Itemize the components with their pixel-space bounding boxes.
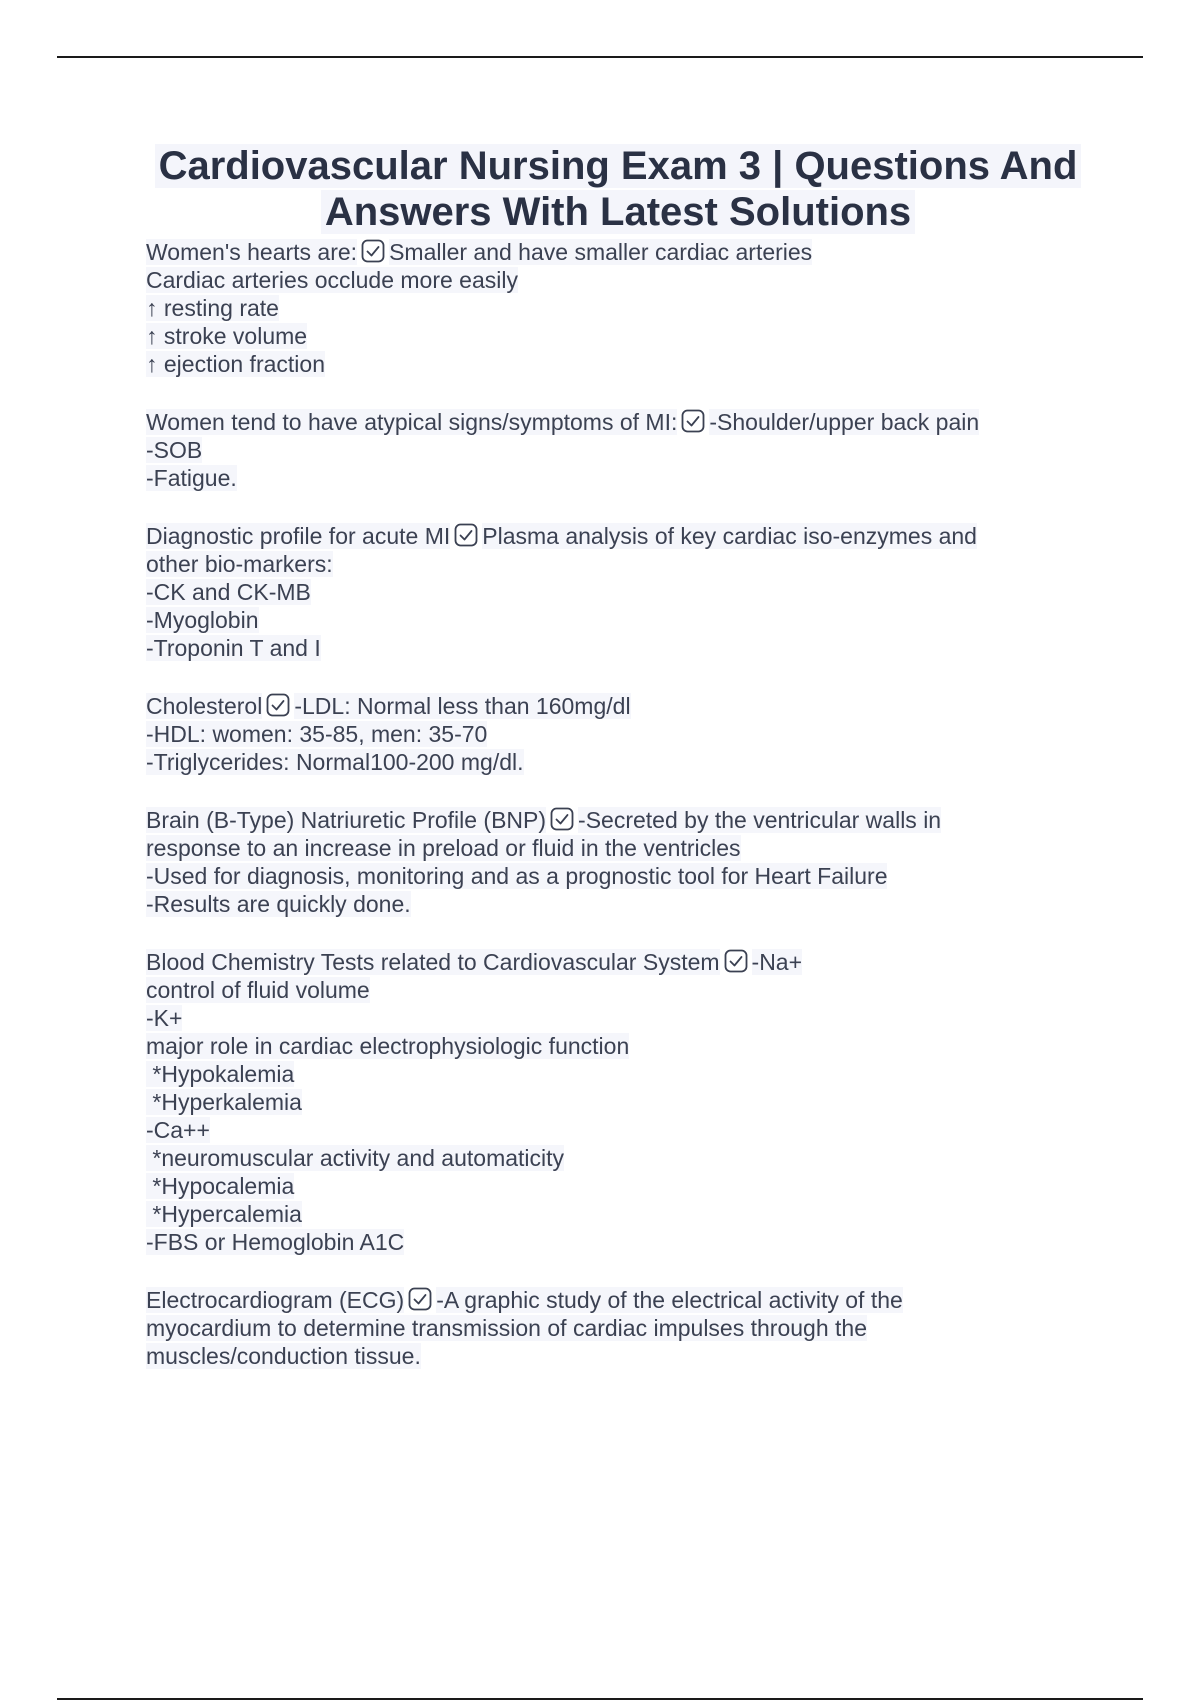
answer-line: [146, 1144, 1086, 1172]
answer-text: major role in cardiac electrophysiologic function: [146, 1033, 630, 1059]
qa-first-line: [146, 692, 1086, 720]
answer-text: *Hyperkalemia: [146, 1089, 302, 1115]
answer-text: ↑ resting rate: [146, 295, 279, 321]
question-text: Blood Chemistry Tests related to Cardiovascular System: [146, 949, 720, 975]
qa-first-line: [146, 408, 1086, 436]
qa-list: [146, 238, 1086, 1400]
checkbox-checked-icon: [550, 807, 574, 831]
answer-text: Smaller and have smaller cardiac arteries: [389, 239, 813, 265]
qa-first-line: [146, 238, 1086, 266]
answer-text: *neuromuscular activity and automaticity: [146, 1145, 565, 1171]
answer-line: [146, 578, 1086, 606]
answer-line: [146, 720, 1086, 748]
qa-item: [146, 1286, 1086, 1370]
answer-text: response to an increase in preload or fluid in the ventricles: [146, 835, 741, 861]
qa-first-line: [146, 1286, 1086, 1314]
answer-line: [146, 1342, 1086, 1370]
answer-line: [146, 464, 1086, 492]
answer-line: [146, 350, 1086, 378]
answer-line: [146, 1032, 1086, 1060]
checkbox-checked-icon: [454, 523, 478, 547]
checkbox-checked-icon: [681, 409, 705, 433]
answer-text: -Troponin T and I: [146, 635, 321, 661]
checkbox-checked-icon: [408, 1287, 432, 1311]
answer-text: -Results are quickly done.: [146, 891, 411, 917]
answer-text: -Myoglobin: [146, 607, 259, 633]
qa-item: [146, 522, 1086, 662]
answer-line: [146, 834, 1086, 862]
title-line-2: Answers With Latest Solutions: [321, 190, 915, 234]
answer-line: [146, 634, 1086, 662]
answer-line: [146, 976, 1086, 1004]
answer-line: [146, 322, 1086, 350]
answer-text: -FBS or Hemoglobin A1C: [146, 1229, 405, 1255]
answer-line: [146, 748, 1086, 776]
answer-line: [146, 1228, 1086, 1256]
answer-text: ↑ ejection fraction: [146, 351, 325, 377]
question-text: Women tend to have atypical signs/symptoms of MI:: [146, 409, 678, 435]
qa-item: [146, 408, 1086, 492]
answer-line: [146, 1116, 1086, 1144]
answer-text: -Shoulder/upper back pain: [709, 409, 980, 435]
answer-text: -CK and CK-MB: [146, 579, 311, 605]
answer-line: [146, 1314, 1086, 1342]
answer-line: [146, 1172, 1086, 1200]
answer-text: Plasma analysis of key cardiac iso-enzymes and: [482, 523, 977, 549]
answer-text: *Hypercalemia: [146, 1201, 302, 1227]
qa-first-line: [146, 948, 1086, 976]
answer-line: [146, 1004, 1086, 1032]
qa-item: [146, 948, 1086, 1256]
answer-line: [146, 436, 1086, 464]
answer-line: [146, 890, 1086, 918]
answer-text: -Na+: [751, 949, 803, 975]
answer-text: -K+: [146, 1005, 183, 1031]
answer-text: other bio-markers:: [146, 551, 333, 577]
qa-item: [146, 692, 1086, 776]
answer-text: myocardium to determine transmission of cardiac impulses through the: [146, 1315, 867, 1341]
qa-item: [146, 806, 1086, 918]
answer-text: -Ca++: [146, 1117, 210, 1143]
answer-text: -Triglycerides: Normal100-200 mg/dl.: [146, 749, 524, 775]
answer-line: [146, 1088, 1086, 1116]
answer-text: -HDL: women: 35-85, men: 35-70: [146, 721, 488, 747]
answer-line: [146, 1200, 1086, 1228]
answer-text: *Hypocalemia: [146, 1173, 295, 1199]
qa-first-line: [146, 522, 1086, 550]
question-text: Brain (B-Type) Natriuretic Profile (BNP): [146, 807, 547, 833]
question-text: Women's hearts are:: [146, 239, 358, 265]
top-divider: [57, 56, 1143, 58]
answer-line: [146, 862, 1086, 890]
answer-text: -SOB: [146, 437, 203, 463]
answer-line: [146, 606, 1086, 634]
answer-line: [146, 294, 1086, 322]
answer-line: [146, 1060, 1086, 1088]
answer-text: control of fluid volume: [146, 977, 370, 1003]
checkbox-checked-icon: [724, 949, 748, 973]
answer-text: muscles/conduction tissue.: [146, 1343, 421, 1369]
checkbox-checked-icon: [266, 693, 290, 717]
checkbox-checked-icon: [361, 239, 385, 263]
answer-text: -Used for diagnosis, monitoring and as a prognostic tool for Heart Failure: [146, 863, 888, 889]
answer-line: [146, 550, 1086, 578]
question-text: Electrocardiogram (ECG): [146, 1287, 405, 1313]
answer-line: [146, 266, 1086, 294]
answer-text: -LDL: Normal less than 160mg/dl: [294, 693, 631, 719]
answer-text: Cardiac arteries occlude more easily: [146, 267, 518, 293]
answer-text: -Secreted by the ventricular walls in: [578, 807, 942, 833]
question-text: Cholesterol: [146, 693, 263, 719]
answer-text: -Fatigue.: [146, 465, 237, 491]
qa-item: [146, 238, 1086, 378]
title-line-1: Cardiovascular Nursing Exam 3 | Questions And: [155, 144, 1082, 188]
answer-text: -A graphic study of the electrical activity of the: [436, 1287, 903, 1313]
qa-first-line: [146, 806, 1086, 834]
answer-text: *Hypokalemia: [146, 1061, 295, 1087]
document-title: [60, 143, 1176, 235]
answer-text: ↑ stroke volume: [146, 323, 308, 349]
question-text: Diagnostic profile for acute MI: [146, 523, 451, 549]
